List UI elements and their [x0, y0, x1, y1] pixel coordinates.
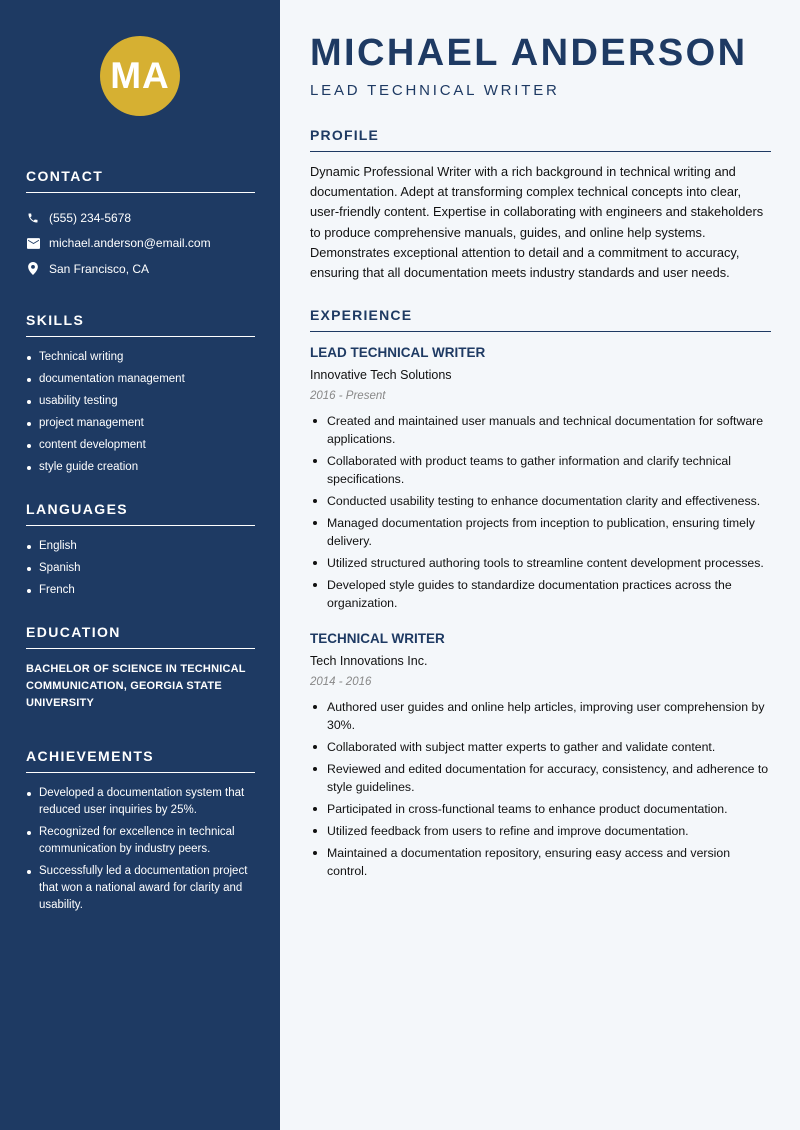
job-bullet: Developed style guides to standardize documentation practices across the organization. — [310, 576, 771, 612]
location-pin-icon — [26, 262, 40, 276]
profile-section — [310, 127, 771, 283]
contact-email — [26, 231, 255, 257]
language-item: Spanish — [26, 560, 255, 577]
achievement-item: Recognized for excellence in technical communication by industry peers. — [26, 824, 255, 858]
job-bullet: Maintained a documentation repository, ensuring easy access and version control. — [310, 844, 771, 880]
job-bullet: Collaborated with subject matter experts to gather and validate content. — [310, 738, 771, 756]
job-bullet: Authored user guides and online help articles, improving user comprehension by 30%. — [310, 698, 771, 734]
education-degree: BACHELOR OF SCIENCE IN TECHNICAL COMMUNICATION, GEORGIA STATE UNIVERSITY — [26, 662, 246, 709]
job-dates: 2014 - 2016 — [310, 676, 372, 689]
achievements-section — [26, 748, 255, 914]
location-text: San Francisco, CA — [49, 261, 150, 276]
job-bullet: Utilized feedback from users to refine and improve documentation. — [310, 822, 771, 840]
experience-heading: EXPERIENCE — [310, 307, 771, 332]
education-heading: EDUCATION — [26, 624, 255, 649]
skill-item: usability testing — [26, 393, 255, 410]
job-company: Innovative Tech Solutions — [310, 368, 452, 383]
education-section — [26, 624, 255, 712]
achievement-item: Successfully led a documentation project that won a national award for clarity and usability. — [26, 863, 255, 914]
achievement-item: Developed a documentation system that reduced user inquiries by 25%. — [26, 785, 255, 819]
language-item: French — [26, 582, 255, 599]
email-text[interactable]: michael.anderson@email.com — [49, 236, 211, 251]
languages-section — [26, 501, 255, 599]
main-content — [280, 0, 800, 1130]
skill-item: content development — [26, 437, 255, 454]
skills-section — [26, 312, 255, 476]
job-bullet: Collaborated with product teams to gather information and clarify technical specifications. — [310, 452, 771, 488]
contact-location — [26, 256, 255, 282]
skill-item: project management — [26, 415, 255, 432]
contact-section — [26, 168, 255, 282]
achievements-list — [26, 785, 255, 914]
profile-heading: PROFILE — [310, 127, 771, 152]
candidate-name: MICHAEL ANDERSON — [310, 32, 748, 74]
achievements-heading: ACHIEVEMENTS — [26, 748, 255, 773]
job-bullet: Created and maintained user manuals and technical documentation for software applications. — [310, 412, 771, 448]
job-bullets — [310, 698, 771, 880]
skill-item: Technical writing — [26, 349, 255, 366]
contact-phone — [26, 205, 255, 231]
candidate-title: LEAD TECHNICAL WRITER — [310, 82, 560, 99]
job-company: Tech Innovations Inc. — [310, 654, 428, 669]
avatar — [100, 36, 180, 116]
languages-list — [26, 538, 255, 599]
job-bullet: Conducted usability testing to enhance documentation clarity and effectiveness. — [310, 492, 771, 510]
skills-list — [26, 349, 255, 476]
contact-heading: CONTACT — [26, 168, 255, 193]
experience-section — [310, 307, 771, 880]
phone-text[interactable]: (555) 234-5678 — [49, 210, 132, 225]
job-title: LEAD TECHNICAL WRITER — [310, 345, 486, 361]
job-bullets — [310, 412, 771, 612]
job-dates: 2016 - Present — [310, 390, 386, 403]
job-entry — [310, 344, 771, 612]
languages-heading: LANGUAGES — [26, 501, 255, 526]
skill-item: documentation management — [26, 371, 255, 388]
profile-text: Dynamic Professional Writer with a rich background in technical writing and documentation. Adept at transforming complex technical concepts into clear, user-friendly content. Expertise in collaborating with engineers and stakeholders to produce comprehensive manuals, guides, and online help systems. Demonstrates exceptional attention to detail and a commitment to accuracy, ensuring that all documentation meets industry standards and user needs. — [310, 164, 764, 281]
job-entry — [310, 630, 771, 880]
job-bullet: Managed documentation projects from inception to publication, ensuring timely delivery. — [310, 514, 771, 550]
skills-heading: SKILLS — [26, 312, 255, 337]
job-bullet: Utilized structured authoring tools to streamline content development processes. — [310, 554, 771, 572]
job-bullet: Reviewed and edited documentation for accuracy, consistency, and adherence to style guidelines. — [310, 760, 771, 796]
mail-icon — [26, 236, 40, 250]
job-bullet: Participated in cross-functional teams to enhance product documentation. — [310, 800, 771, 818]
language-item: English — [26, 538, 255, 555]
job-title: TECHNICAL WRITER — [310, 631, 445, 647]
sidebar — [0, 0, 280, 1130]
avatar-initials: MA — [110, 55, 170, 96]
skill-item: style guide creation — [26, 459, 255, 476]
phone-icon — [26, 211, 40, 225]
